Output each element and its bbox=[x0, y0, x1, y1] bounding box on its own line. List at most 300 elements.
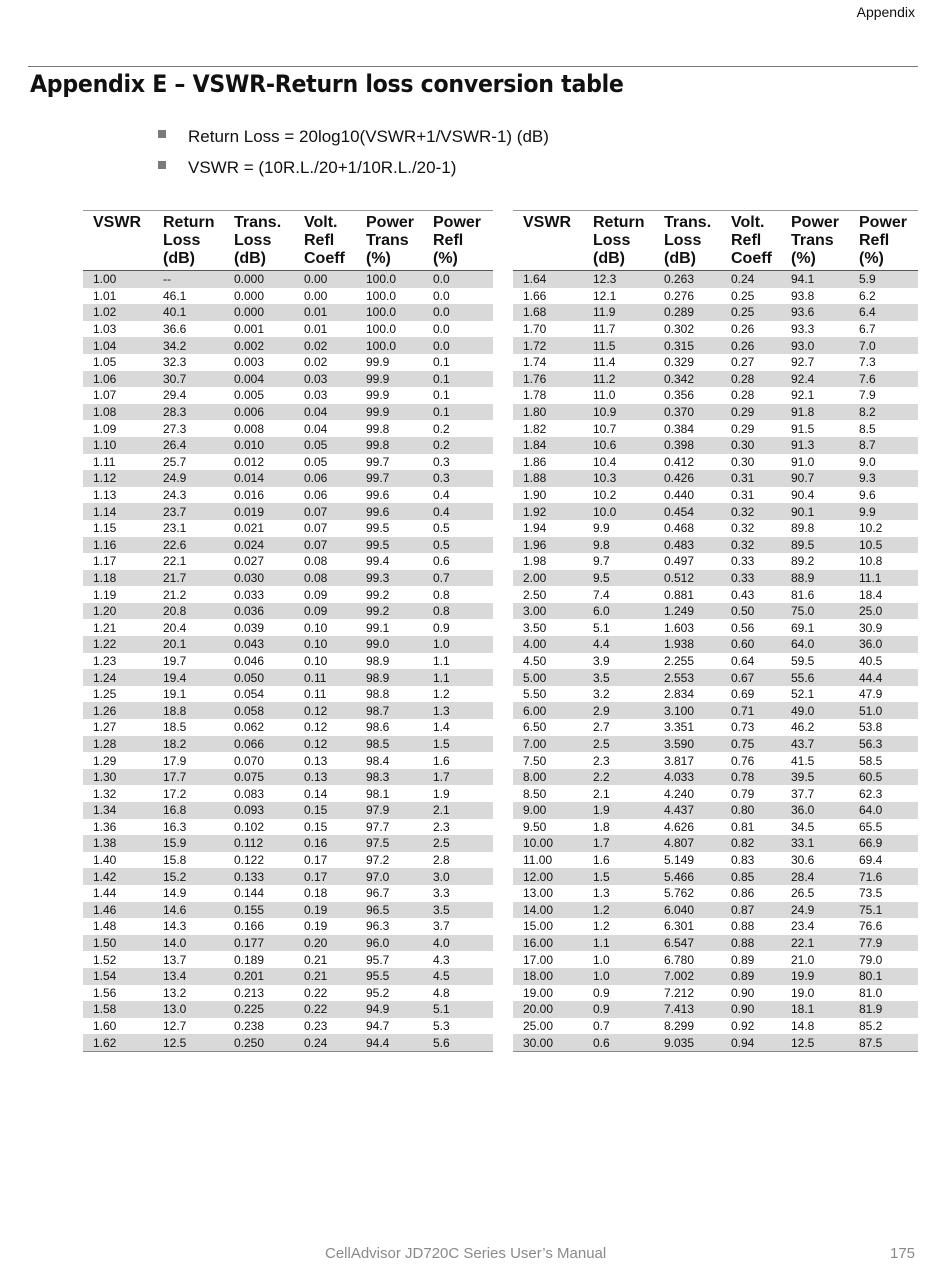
table-cell: 1.05 bbox=[93, 355, 117, 370]
table-cell: 12.3 bbox=[583, 271, 654, 288]
table-cell: 0.005 bbox=[234, 388, 265, 403]
column-header-line: (dB) bbox=[234, 250, 266, 267]
table-cell: 5.9 bbox=[849, 271, 918, 288]
table-cell: 0.87 bbox=[721, 902, 781, 919]
table-cell: 10.5 bbox=[849, 537, 918, 554]
table-cell: 28.4 bbox=[781, 868, 849, 885]
table-cell: 0.14 bbox=[304, 786, 328, 801]
table-cell: 0.213 bbox=[234, 985, 265, 1000]
table-cell: 64.0 bbox=[781, 636, 849, 653]
table-cell: 0.26 bbox=[731, 322, 755, 337]
table-cell: 10.7 bbox=[593, 421, 617, 436]
table-cell: 92.4 bbox=[781, 371, 849, 388]
table-cell: 98.8 bbox=[366, 687, 390, 702]
table-cell: 0.28 bbox=[721, 371, 781, 388]
table-cell: 1.40 bbox=[93, 853, 117, 868]
table-cell: 40.1 bbox=[153, 304, 224, 321]
table-cell: 0.23 bbox=[304, 1019, 328, 1034]
table-cell: 97.9 bbox=[356, 802, 423, 819]
table-cell: 12.5 bbox=[781, 1034, 849, 1051]
table-cell: 1.72 bbox=[513, 337, 583, 354]
table-cell: 9.9 bbox=[849, 503, 918, 520]
table-cell: 19.9 bbox=[781, 968, 849, 985]
table-cell: 97.7 bbox=[366, 819, 390, 834]
table-cell: 18.2 bbox=[153, 736, 224, 753]
table-cell: 0.83 bbox=[731, 853, 755, 868]
table-cell: 0.86 bbox=[731, 886, 755, 901]
table-cell: 0.19 bbox=[294, 902, 356, 919]
table-cell: 34.2 bbox=[153, 337, 224, 354]
table-cell: 1.1 bbox=[433, 653, 450, 668]
table-cell: 2.7 bbox=[593, 720, 610, 735]
table-cell: 0.18 bbox=[304, 886, 328, 901]
table-cell: 0.73 bbox=[731, 720, 755, 735]
column-header-line: Loss bbox=[664, 232, 702, 249]
table-cell: 0.3 bbox=[433, 454, 450, 469]
table-cell: 1.64 bbox=[513, 271, 583, 288]
table-row bbox=[513, 537, 918, 554]
table-cell: 4.437 bbox=[654, 802, 721, 819]
table-cell: 99.6 bbox=[356, 503, 423, 520]
table-cell: 94.4 bbox=[356, 1034, 423, 1051]
table-cell: 75.0 bbox=[781, 603, 849, 620]
table-cell: 69.4 bbox=[859, 853, 883, 868]
table-row bbox=[513, 868, 918, 885]
table-row bbox=[513, 769, 918, 786]
table-cell: 14.0 bbox=[153, 935, 224, 952]
table-cell: 1.50 bbox=[83, 935, 153, 952]
table-row bbox=[513, 819, 918, 836]
table-cell: 2.8 bbox=[433, 853, 450, 868]
table-cell: 0.483 bbox=[654, 537, 721, 554]
table-cell: 99.9 bbox=[366, 355, 390, 370]
table-cell: 0.250 bbox=[224, 1034, 294, 1051]
table-cell: 98.6 bbox=[366, 720, 390, 735]
table-cell: 0.22 bbox=[304, 985, 328, 1000]
table-cell: 1.2 bbox=[583, 902, 654, 919]
table-cell: 93.6 bbox=[781, 304, 849, 321]
table-row bbox=[513, 387, 918, 404]
table-cell: 8.7 bbox=[849, 437, 918, 454]
table-cell: 0.002 bbox=[224, 337, 294, 354]
table-cell: 10.2 bbox=[859, 521, 883, 536]
table-cell: 5.149 bbox=[664, 853, 695, 868]
table-cell: 1.249 bbox=[654, 603, 721, 620]
table-cell: 99.7 bbox=[366, 454, 390, 469]
table-cell: 1.92 bbox=[513, 503, 583, 520]
table-cell: 36.0 bbox=[781, 802, 849, 819]
table-cell: 99.4 bbox=[366, 554, 390, 569]
table-cell: 4.033 bbox=[654, 769, 721, 786]
table-cell: 15.2 bbox=[153, 868, 224, 885]
table-cell: 9.035 bbox=[654, 1034, 721, 1051]
table-cell: 0.10 bbox=[304, 653, 328, 668]
table-row bbox=[83, 1001, 493, 1018]
table-row bbox=[83, 619, 493, 636]
table-row bbox=[83, 354, 493, 371]
table-cell: 1.24 bbox=[83, 669, 153, 686]
column-header-line: Return bbox=[593, 214, 645, 231]
table-row bbox=[83, 653, 493, 670]
table-cell: 0.12 bbox=[294, 702, 356, 719]
table-cell: 1.54 bbox=[83, 968, 153, 985]
conversion-table-left bbox=[83, 210, 493, 1052]
table-cell: 0.07 bbox=[304, 521, 328, 536]
table-row bbox=[83, 1034, 493, 1051]
table-cell: 1.82 bbox=[523, 421, 547, 436]
column-header-line: Volt. bbox=[731, 214, 765, 231]
table-cell: 0.133 bbox=[224, 868, 294, 885]
running-head: Appendix bbox=[856, 4, 915, 20]
formula-item bbox=[158, 125, 549, 156]
table-cell: 80.1 bbox=[849, 968, 918, 985]
table-cell: 25.0 bbox=[849, 603, 918, 620]
table-cell: 1.5 bbox=[423, 736, 493, 753]
table-cell: 36.6 bbox=[163, 322, 187, 337]
column-header-line: (dB) bbox=[163, 250, 195, 267]
table-cell: 0.054 bbox=[234, 687, 265, 702]
table-cell: 1.66 bbox=[523, 288, 547, 303]
table-cell: 1.34 bbox=[83, 802, 153, 819]
table-cell: 12.00 bbox=[513, 868, 583, 885]
table-cell: 3.00 bbox=[513, 603, 583, 620]
table-cell: 0.03 bbox=[304, 388, 328, 403]
table-cell: 99.0 bbox=[356, 636, 423, 653]
table-row bbox=[83, 868, 493, 885]
table-cell: 0.189 bbox=[234, 952, 265, 967]
table-row bbox=[513, 586, 918, 603]
table-body bbox=[513, 271, 918, 1052]
table-cell: 1.06 bbox=[83, 371, 153, 388]
table-cell: 62.3 bbox=[859, 786, 883, 801]
table-cell: 9.3 bbox=[849, 470, 918, 487]
table-cell: 95.5 bbox=[356, 968, 423, 985]
table-row bbox=[83, 902, 493, 919]
table-cell: 99.8 bbox=[366, 421, 390, 436]
table-cell: 99.7 bbox=[356, 470, 423, 487]
table-row bbox=[83, 769, 493, 786]
table-row bbox=[513, 337, 918, 354]
table-row bbox=[513, 885, 918, 902]
table-row bbox=[513, 702, 918, 719]
table-cell: 79.0 bbox=[859, 952, 883, 967]
table-row bbox=[513, 686, 918, 703]
table-row bbox=[83, 503, 493, 520]
table-row bbox=[83, 437, 493, 454]
table-cell: 1.9 bbox=[433, 786, 450, 801]
table-cell: 1.21 bbox=[93, 620, 117, 635]
table-row bbox=[513, 835, 918, 852]
table-row bbox=[83, 586, 493, 603]
conversion-table-right bbox=[513, 210, 918, 1052]
table-row bbox=[513, 951, 918, 968]
table-cell: 0.71 bbox=[721, 702, 781, 719]
table-cell: 1.74 bbox=[523, 355, 547, 370]
table-row bbox=[513, 935, 918, 952]
table-cell: 0.238 bbox=[234, 1019, 265, 1034]
table-cell: 26.4 bbox=[153, 437, 224, 454]
table-cell: 100.0 bbox=[356, 304, 423, 321]
table-row bbox=[83, 387, 493, 404]
table-cell: 1.9 bbox=[583, 802, 654, 819]
table-cell: 0.070 bbox=[234, 753, 265, 768]
table-cell: 18.1 bbox=[781, 1001, 849, 1018]
table-cell: 0.04 bbox=[304, 421, 328, 436]
table-cell: 0.13 bbox=[294, 769, 356, 786]
table-cell: 0.2 bbox=[433, 421, 450, 436]
table-cell: 0.26 bbox=[721, 337, 781, 354]
table-cell: 1.1 bbox=[583, 935, 654, 952]
table-cell: 25.7 bbox=[163, 454, 187, 469]
table-cell: 94.9 bbox=[356, 1001, 423, 1018]
table-cell: 0.0 bbox=[423, 304, 493, 321]
table-cell: 1.938 bbox=[654, 636, 721, 653]
table-cell: 26.5 bbox=[791, 886, 815, 901]
table-cell: 0.276 bbox=[664, 288, 695, 303]
page-title: Appendix E – VSWR-Return loss conversion table bbox=[30, 70, 624, 98]
table-cell: 2.5 bbox=[423, 835, 493, 852]
column-header-line: Power bbox=[433, 214, 482, 231]
table-cell: 0.112 bbox=[224, 835, 294, 852]
table-cell: 0.08 bbox=[304, 554, 328, 569]
table-cell: 0.21 bbox=[294, 968, 356, 985]
table-cell: 2.255 bbox=[664, 653, 695, 668]
table-cell: 0.329 bbox=[664, 355, 695, 370]
table-cell: 9.5 bbox=[583, 570, 654, 587]
table-cell: 6.7 bbox=[859, 322, 876, 337]
table-cell: 0.201 bbox=[224, 968, 294, 985]
table-cell: 1.52 bbox=[93, 952, 117, 967]
table-cell: 0.881 bbox=[664, 587, 695, 602]
table-cell: 0.468 bbox=[664, 521, 695, 536]
table-row bbox=[513, 968, 918, 985]
table-row bbox=[513, 271, 918, 288]
table-cell: 0.15 bbox=[294, 802, 356, 819]
table-cell: 0.12 bbox=[304, 720, 328, 735]
table-cell: 100.0 bbox=[366, 288, 397, 303]
table-cell: 0.000 bbox=[224, 304, 294, 321]
table-cell: 4.8 bbox=[433, 985, 450, 1000]
table-cell: 99.3 bbox=[356, 570, 423, 587]
table-cell: 1.32 bbox=[93, 786, 117, 801]
column-header-line: Power bbox=[366, 214, 415, 231]
table-cell: 29.4 bbox=[163, 388, 187, 403]
table-cell: 0.07 bbox=[294, 503, 356, 520]
table-cell: 20.8 bbox=[153, 603, 224, 620]
table-row bbox=[83, 802, 493, 819]
column-header-line: Trans. bbox=[664, 214, 712, 231]
table-cell: 4.5 bbox=[423, 968, 493, 985]
table-cell: 1.603 bbox=[664, 620, 695, 635]
table-cell: 14.9 bbox=[163, 886, 187, 901]
table-cell: 10.0 bbox=[583, 503, 654, 520]
table-cell: 22.1 bbox=[163, 554, 187, 569]
column-header-line: Power bbox=[791, 214, 840, 231]
table-cell: 25.00 bbox=[523, 1019, 554, 1034]
column-header bbox=[423, 211, 493, 271]
table-cell: 0.003 bbox=[234, 355, 265, 370]
column-header-line: Refl bbox=[859, 232, 890, 249]
table-cell: 5.50 bbox=[523, 687, 547, 702]
table-cell: 0.050 bbox=[224, 669, 294, 686]
table-cell: 1.76 bbox=[513, 371, 583, 388]
table-cell: 66.9 bbox=[849, 835, 918, 852]
table-cell: 13.7 bbox=[163, 952, 187, 967]
table-cell: 3.7 bbox=[433, 919, 450, 934]
table-cell: 1.18 bbox=[83, 570, 153, 587]
table-cell: 1.44 bbox=[93, 886, 117, 901]
table-cell: 0.370 bbox=[654, 404, 721, 421]
table-header bbox=[83, 211, 493, 271]
table-cell: 0.027 bbox=[234, 554, 265, 569]
table-cell: 100.0 bbox=[356, 271, 423, 288]
table-cell: 0.00 bbox=[304, 288, 328, 303]
table-cell: 0.00 bbox=[294, 271, 356, 288]
table-cell: 98.9 bbox=[366, 653, 390, 668]
table-cell: 0.31 bbox=[721, 470, 781, 487]
column-header-line: (dB) bbox=[664, 250, 696, 267]
table-row bbox=[513, 918, 918, 935]
table-cell: 23.7 bbox=[153, 503, 224, 520]
table-cell: 20.4 bbox=[163, 620, 187, 635]
table-cell: 6.040 bbox=[654, 902, 721, 919]
table-row bbox=[83, 785, 493, 802]
table-cell: 0.2 bbox=[423, 437, 493, 454]
table-cell: 0.90 bbox=[721, 1001, 781, 1018]
table-row bbox=[513, 1018, 918, 1035]
table-cell: 1.94 bbox=[523, 521, 547, 536]
table-cell: 0.315 bbox=[654, 337, 721, 354]
table-cell: 1.78 bbox=[523, 388, 547, 403]
table-cell: 1.58 bbox=[83, 1001, 153, 1018]
table-row bbox=[83, 636, 493, 653]
table-row bbox=[513, 553, 918, 570]
table-cell: 0.09 bbox=[294, 603, 356, 620]
table-cell: 0.17 bbox=[304, 853, 328, 868]
table-cell: 5.6 bbox=[423, 1034, 493, 1051]
table-cell: 15.8 bbox=[163, 853, 187, 868]
table-cell: 0.02 bbox=[294, 337, 356, 354]
table-cell: 0.021 bbox=[234, 521, 265, 536]
column-header-line: Coeff bbox=[731, 250, 772, 267]
table-cell: 100.0 bbox=[356, 337, 423, 354]
table-cell: 0.066 bbox=[224, 736, 294, 753]
table-cell: 0.8 bbox=[433, 587, 450, 602]
table-row bbox=[513, 404, 918, 421]
table-cell: 0.3 bbox=[423, 470, 493, 487]
table-cell: 8.5 bbox=[859, 421, 876, 436]
table-cell: 0.5 bbox=[433, 521, 450, 536]
table-cell: 4.240 bbox=[664, 786, 695, 801]
table-cell: 0.22 bbox=[294, 1001, 356, 1018]
table-cell: 0.67 bbox=[721, 669, 781, 686]
table-cell: 19.0 bbox=[791, 985, 815, 1000]
table-cell: 0.25 bbox=[721, 304, 781, 321]
table-cell: 1.1 bbox=[423, 669, 493, 686]
table-cell: 4.3 bbox=[433, 952, 450, 967]
table-cell: 9.50 bbox=[523, 819, 547, 834]
table-cell: 1.22 bbox=[83, 636, 153, 653]
table-cell: 3.590 bbox=[654, 736, 721, 753]
table-cell: 1.23 bbox=[93, 653, 117, 668]
column-header bbox=[513, 211, 583, 271]
column-header-line: Refl bbox=[731, 232, 762, 249]
table-cell: 1.03 bbox=[93, 322, 117, 337]
table-cell: 0.342 bbox=[654, 371, 721, 388]
table-row bbox=[513, 503, 918, 520]
table-cell: 11.9 bbox=[583, 304, 654, 321]
table-cell: 0.43 bbox=[731, 587, 755, 602]
table-cell: 0.302 bbox=[664, 322, 695, 337]
table-cell: 20.00 bbox=[513, 1001, 583, 1018]
table-row bbox=[513, 520, 918, 537]
table-cell: 5.00 bbox=[513, 669, 583, 686]
table-cell: 1.20 bbox=[83, 603, 153, 620]
table-cell: 0.398 bbox=[654, 437, 721, 454]
table-cell: 0.03 bbox=[294, 371, 356, 388]
table-cell: 99.5 bbox=[356, 537, 423, 554]
table-cell: 0.01 bbox=[304, 322, 328, 337]
table-cell: 56.3 bbox=[849, 736, 918, 753]
table-cell: 99.6 bbox=[366, 488, 390, 503]
table-cell: 0.78 bbox=[721, 769, 781, 786]
table-cell: 1.00 bbox=[83, 271, 153, 288]
table-cell: 15.00 bbox=[523, 919, 554, 934]
table-cell: 10.9 bbox=[583, 404, 654, 421]
table-cell: 23.1 bbox=[163, 521, 187, 536]
table-cell: 11.4 bbox=[593, 355, 616, 370]
table-cell: 1.19 bbox=[93, 587, 117, 602]
column-header-line: (%) bbox=[366, 250, 391, 267]
table-row bbox=[513, 802, 918, 819]
table-cell: 93.8 bbox=[791, 288, 815, 303]
table-row bbox=[83, 420, 493, 437]
table-cell: 1.62 bbox=[83, 1034, 153, 1051]
table-cell: 0.17 bbox=[294, 868, 356, 885]
table-cell: 5.1 bbox=[593, 620, 610, 635]
table-cell: 4.4 bbox=[583, 636, 654, 653]
table-cell: 24.9 bbox=[781, 902, 849, 919]
column-header bbox=[224, 211, 294, 271]
table-cell: 1.6 bbox=[433, 753, 450, 768]
table-cell: 0.177 bbox=[224, 935, 294, 952]
table-row bbox=[83, 487, 493, 504]
column-header-line: (%) bbox=[791, 250, 816, 267]
table-cell: 2.5 bbox=[583, 736, 654, 753]
table-cell: 0.166 bbox=[234, 919, 265, 934]
table-cell: 0.6 bbox=[433, 554, 450, 569]
table-cell: 0.019 bbox=[224, 503, 294, 520]
table-cell: 0.7 bbox=[423, 570, 493, 587]
table-cell: 0.030 bbox=[224, 570, 294, 587]
table-cell: 0.16 bbox=[294, 835, 356, 852]
table-cell: 98.5 bbox=[356, 736, 423, 753]
table-cell: 0.94 bbox=[721, 1034, 781, 1051]
table-cell: 16.3 bbox=[163, 819, 187, 834]
table-cell: 39.5 bbox=[781, 769, 849, 786]
table-cell: 0.8 bbox=[423, 603, 493, 620]
table-cell: 30.9 bbox=[859, 620, 883, 635]
table-row bbox=[83, 736, 493, 753]
table-cell: 1.84 bbox=[513, 437, 583, 454]
table-cell: 0.31 bbox=[731, 488, 755, 503]
table-cell: 5.762 bbox=[664, 886, 695, 901]
table-cell: 0.08 bbox=[294, 570, 356, 587]
table-cell: 0.000 bbox=[224, 271, 294, 288]
table-body bbox=[83, 271, 493, 1052]
table-cell: 0.50 bbox=[721, 603, 781, 620]
table-cell: 98.7 bbox=[356, 702, 423, 719]
